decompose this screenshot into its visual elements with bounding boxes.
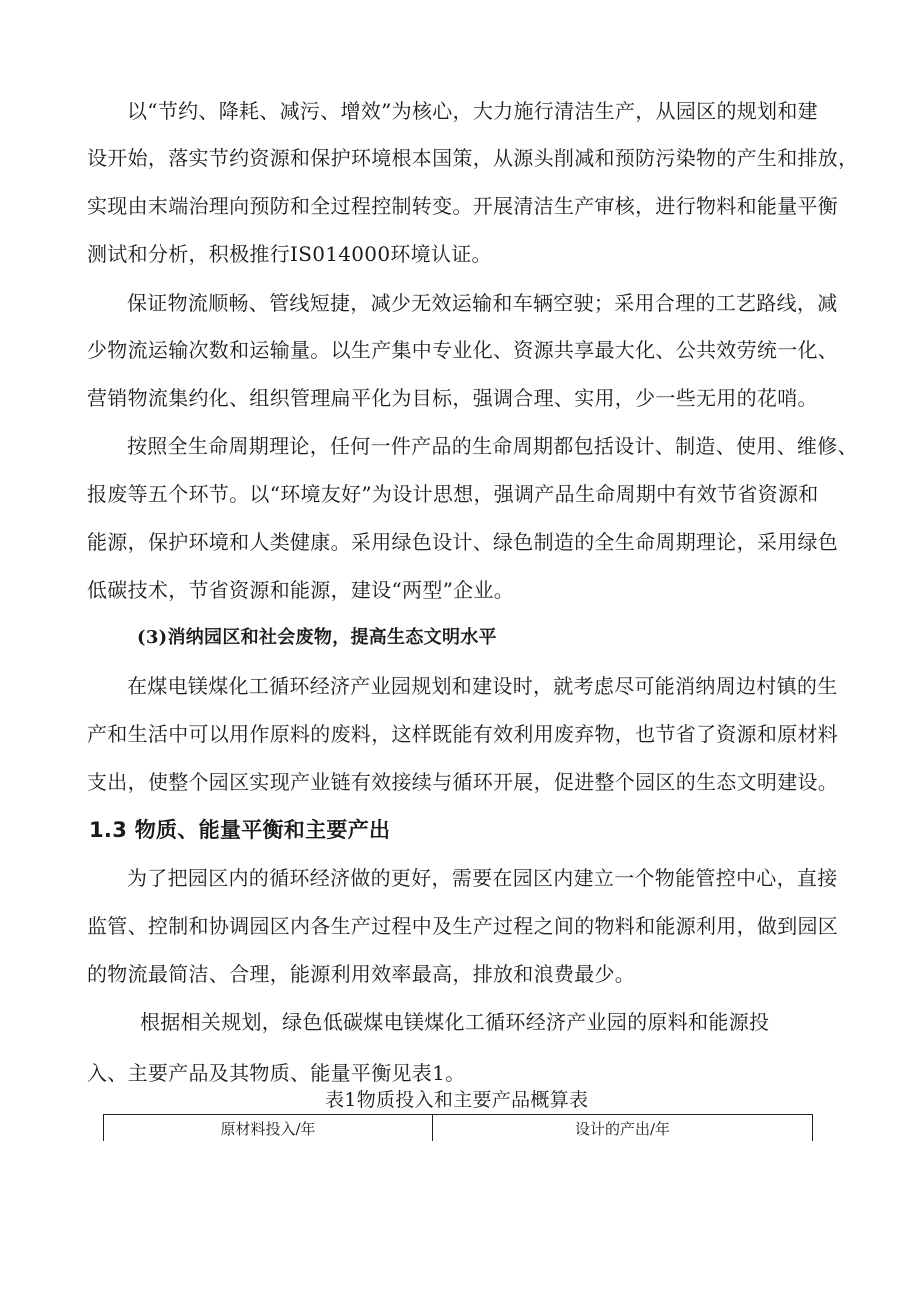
paragraph-3-line-4: 低碳技术，节省资源和能源，建设“两型”企业。 (87, 578, 515, 602)
paragraph-3-line-3: 能源，保护环境和人类健康。采用绿色设计、绿色制造的全生命周期理论，采用绿色 (87, 530, 839, 554)
paragraph-4-line-2: 产和生活中可以用作原料的废料，这样既能有效利用废弃物，也节省了资源和原材料 (87, 722, 839, 746)
paragraph-6-line-1: 根据相关规划，绿色低碳煤电镁煤化工循环经济产业园的原料和能源投 (140, 1010, 770, 1034)
paragraph-1-line-1: 以“节约、降耗、减污、增效”为核心，大力施行清洁生产，从园区的规划和建 (127, 99, 818, 123)
paragraph-5-line-3: 的物流最简洁、合理，能源利用效率最高，排放和浪费最少。 (87, 962, 636, 986)
material-table (103, 1114, 813, 1141)
table-caption: 表1物质投入和主要产品概算表 (325, 1089, 589, 1111)
section-heading: 1.3 物质、能量平衡和主要产出 (89, 818, 391, 842)
paragraph-4-line-3: 支出，使整个园区实现产业链有效接续与循环开展，促进整个园区的生态文明建设。 (87, 770, 839, 794)
paragraph-2-line-2: 少物流运输次数和运输量。以生产集中专业化、资源共享最大化、公共效劳统一化、 (87, 338, 839, 362)
table-header-input: 原材料投入/年 (104, 1115, 433, 1142)
paragraph-5-line-1: 为了把园区内的循环经济做的更好，需要在园区内建立一个物能管控中心，直接 (127, 866, 838, 890)
table-header-output: 设计的产出/年 (433, 1115, 813, 1142)
paragraph-1-line-2: 设开始，落实节约资源和保护环境根本国策，从源头削减和预防污染物的产生和排放， (87, 146, 859, 170)
paragraph-3-line-1: 按照全生命周期理论，任何一件产品的生命周期都包括设计、制造、使用、维修、 (127, 434, 858, 458)
paragraph-2-line-3: 营销物流集约化、组织管理扁平化为目标，强调合理、实用，少一些无用的花哨。 (87, 386, 818, 410)
paragraph-1-line-4: 测试和分析，积极推行IS014000环境认证。 (87, 242, 492, 266)
paragraph-5-line-2: 监管、控制和协调园区内各生产过程中及生产过程之间的物料和能源利用，做到园区 (87, 914, 839, 938)
paragraph-4-line-1: 在煤电镁煤化工循环经济产业园规划和建设时，就考虑尽可能消纳周边村镇的生 (127, 674, 838, 698)
paragraph-2-line-1: 保证物流顺畅、管线短捷，减少无效运输和车辆空驶；采用合理的工艺路线，减 (127, 291, 838, 315)
table-header-row (104, 1115, 813, 1142)
subheading: (3)消纳园区和社会废物，提高生态文明水平 (137, 627, 497, 648)
paragraph-6-line-2: 入、主要产品及其物质、能量平衡见表1。 (87, 1061, 466, 1085)
paragraph-3-line-2: 报废等五个环节。以“环境友好”为设计思想，强调产品生命周期中有效节省资源和 (87, 482, 819, 506)
paragraph-1-line-3: 实现由末端治理向预防和全过程控制转变。开展清洁生产审核，进行物料和能量平衡 (87, 194, 839, 218)
